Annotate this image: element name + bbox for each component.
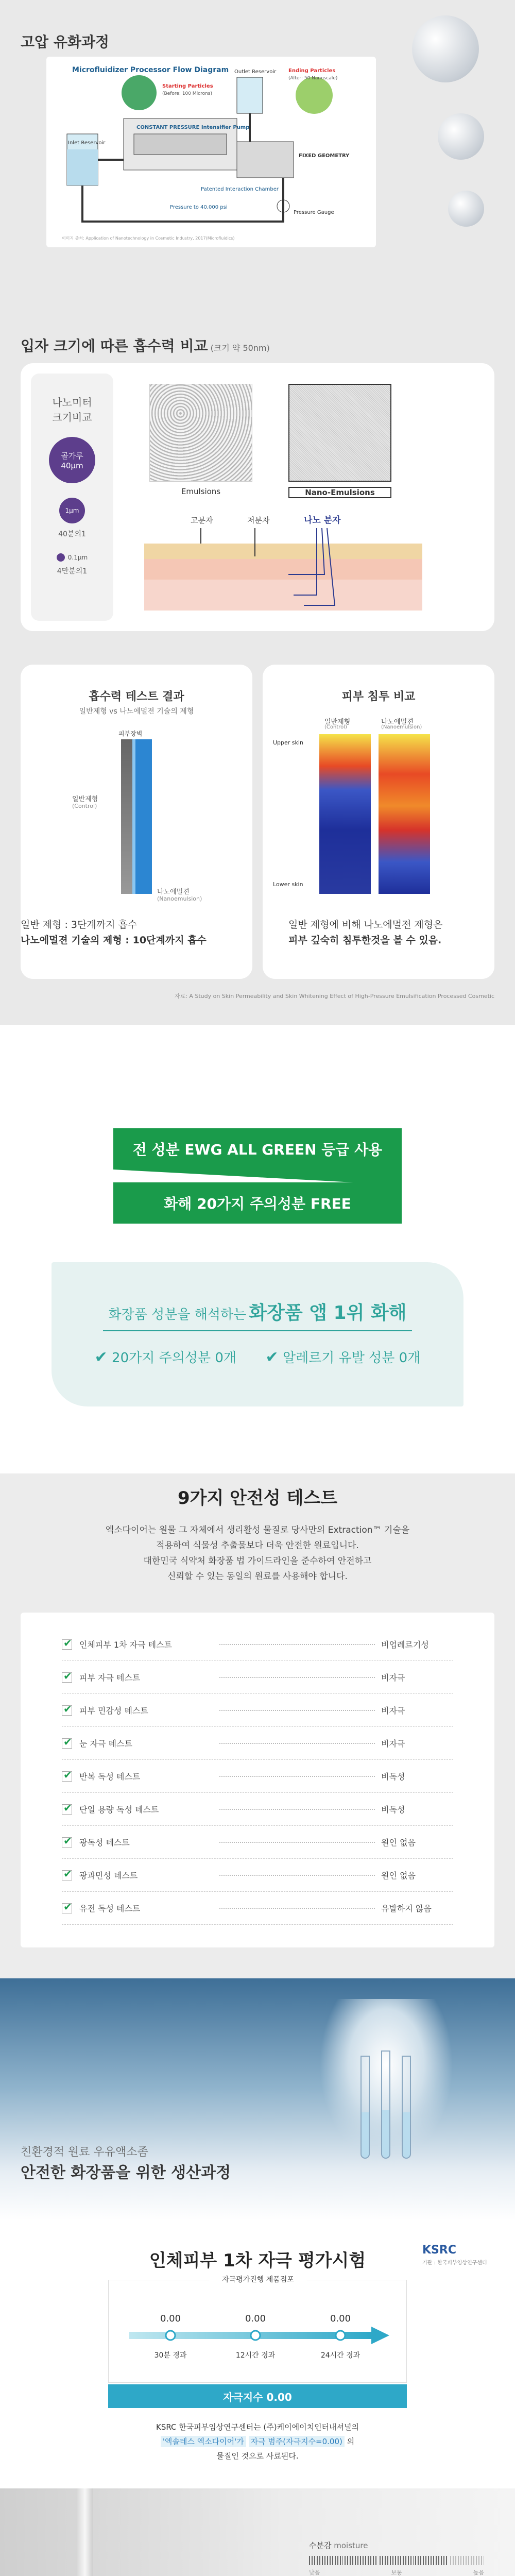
box-title: 자극평가진행 제품점포 [209, 2274, 307, 2284]
source-caption: 자료: A Study on Skin Permeability and Skin Whitening Effect of High-Pressure Emulsification Processed Cosmetic [174, 993, 494, 999]
check-icon: ✔ [94, 1348, 108, 1366]
control-label: 일반제형 [324, 718, 351, 726]
test-divider [219, 1875, 375, 1876]
checkbox-icon: ✔ [62, 1672, 72, 1683]
section-production [0, 1978, 515, 2221]
size-circle-large [49, 437, 95, 483]
test-list [62, 1628, 453, 1925]
ksrc-logo [422, 2244, 487, 2266]
svg-text:Outlet Reservoir: Outlet Reservoir [234, 69, 277, 75]
test-row [62, 1694, 453, 1727]
product-name: '엑솔테스 엑소다이어'가 [161, 2436, 246, 2447]
test-row [62, 1628, 453, 1661]
test-divider [219, 1743, 375, 1744]
timeline-label: 12시간 경과 [235, 2351, 276, 2360]
property-list [309, 2540, 484, 2576]
diagram-title: Microfluidizer Processor Flow Diagram [72, 66, 229, 74]
checkbox-icon: ✔ [62, 1771, 72, 1782]
test-result: 비독성 [381, 1805, 405, 1815]
test-tube-icon [402, 2056, 411, 2159]
timeline-label: 24시간 경과 [320, 2351, 360, 2360]
size-circle-small [31, 553, 113, 562]
timeline-point [166, 2331, 175, 2340]
droplet-decoration [438, 113, 484, 160]
interaction-chamber [237, 142, 294, 178]
nano-penetration-image [379, 734, 430, 894]
size-value: 4만분의1 [57, 567, 88, 575]
hwahae-heading [52, 1298, 464, 1325]
test-row [62, 1760, 453, 1793]
irritation-result-bar [108, 2384, 407, 2408]
section-title: 인체피부 1차 자극 평가시험 [149, 2250, 366, 2271]
test-name: 유전 독성 테스트 [79, 1904, 141, 1913]
desc-line: 엑소다이어는 원물 그 자체에서 생리활성 물질로 당사만의 Extraction™ 기술을 [105, 1525, 410, 1535]
test-name: 단일 용량 독성 테스트 [79, 1805, 159, 1815]
penetration-card [263, 665, 494, 979]
result-text: KSRC 한국피부임상연구센터는 (주)케이에이치인터내셔널의 [156, 2422, 359, 2432]
test-result: 비자극 [381, 1706, 405, 1716]
timeline-label: 30분 경과 [154, 2351, 187, 2360]
checkbox-icon: ✔ [62, 1903, 72, 1913]
starting-particles-icon [122, 75, 157, 110]
test-name: 피부 자극 테스트 [79, 1673, 141, 1683]
scale-label: 보통 [391, 2569, 402, 2576]
svg-text:Starting Particles: Starting Particles [162, 83, 213, 89]
irritation-box [108, 2276, 407, 2383]
test-row [62, 1892, 453, 1925]
timeline-value: 0.00 [245, 2313, 266, 2324]
safety-description [0, 1522, 515, 1584]
test-row [62, 1859, 453, 1892]
ksrc-logo-sub: 기관 : 한국피부임상연구센터 [422, 2260, 487, 2266]
scale-label: 높음 [473, 2569, 484, 2576]
droplet-decoration [448, 191, 484, 227]
upper-skin-label: Upper skin [273, 739, 303, 746]
svg-text:(Before: 100 Microns): (Before: 100 Microns) [162, 91, 212, 96]
checkbox-icon: ✔ [62, 1804, 72, 1815]
test-divider [219, 1644, 375, 1645]
nano-label: 나노에멀젼 [381, 718, 414, 726]
irritation-category: 자극 범주(자극지수=0.00) [249, 2436, 345, 2447]
ending-particles-icon [296, 77, 333, 114]
panel-label: 나노미터 [52, 396, 92, 409]
flow-diagram-card [46, 57, 376, 247]
timeline-point [251, 2331, 260, 2340]
section-title: 9가지 안전성 테스트 [177, 1488, 338, 1509]
property-name: 수분감 [309, 2541, 332, 2550]
outlet-reservoir [237, 77, 263, 113]
result-text-suffix: 의 [347, 2437, 355, 2446]
hwahae-checks [52, 1347, 464, 1366]
size-label: 골가루 [61, 451, 83, 461]
test-tube-icon [360, 2056, 370, 2159]
svg-text:CONSTANT PRESSURE Intensifier: CONSTANT PRESSURE Intensifier Pump [136, 125, 250, 130]
nano-sub: (Nanoemulsion) [157, 895, 202, 902]
meter-segment [415, 2556, 449, 2565]
scale-label: 낮음 [309, 2569, 320, 2576]
section-title [21, 335, 270, 355]
nano-bar [132, 739, 152, 894]
absorption-bars [121, 739, 152, 894]
desc-line: 대한민국 식약처 화장품 법 가이드라인을 준수하여 안전하고 [143, 1556, 372, 1566]
skin-label: 저분자 [247, 516, 270, 525]
penetration-result-1: 일반 제형에 비해 나노에멀젼 제형은 [288, 919, 443, 930]
particle-card [21, 363, 494, 631]
test-name: 광과민성 테스트 [79, 1871, 138, 1880]
section-irritation-test [0, 2221, 515, 2488]
timeline-point [336, 2331, 345, 2340]
section-title: 고압 유화과정 [21, 33, 110, 50]
size-label: 1µm [65, 507, 79, 514]
hwahae-underline [103, 1330, 412, 1331]
ewg-banner-text: 전 성분 EWG ALL GREEN 등급 사용 [132, 1141, 383, 1158]
svg-text:Inlet Reservoir: Inlet Reservoir [68, 140, 106, 146]
hwahae-prefix: 화장품 성분을 해석하는 [108, 1307, 247, 1323]
test-divider [219, 1842, 375, 1843]
free-banner [113, 1182, 402, 1224]
meter-segment [380, 2556, 414, 2565]
check-text: 알레르기 유발 성분 0개 [282, 1350, 421, 1366]
skin-label: 나노 분자 [304, 515, 341, 526]
nano-emulsion-label: Nano-Emulsions [288, 487, 391, 498]
lower-skin-label: Lower skin [273, 881, 303, 888]
checkbox-icon: ✔ [62, 1738, 72, 1749]
skin-label: 고분자 [191, 516, 213, 525]
card-subtitle: 일반제형 vs 나노에멀젼 기술의 제형 [79, 707, 194, 716]
desc-line: 적용하여 식물성 추출물보다 더욱 안전한 원료입니다. [156, 1540, 359, 1551]
svg-text:Ending Particles: Ending Particles [288, 68, 336, 74]
checkbox-icon: ✔ [62, 1837, 72, 1848]
section-particle-size [0, 304, 515, 654]
check-text: 20가지 주의성분 0개 [112, 1350, 237, 1366]
test-name: 눈 자극 테스트 [79, 1739, 132, 1749]
size-value: 40분의1 [58, 530, 86, 538]
svg-text:Patented Interaction Chamber: Patented Interaction Chamber [201, 187, 279, 192]
penetration-result-2: 피부 깊숙히 침투한것을 볼 수 있음. [288, 935, 442, 946]
nano-label: 나노에멀젼 [157, 888, 190, 896]
meter-segment [345, 2556, 379, 2565]
hwahae-card [52, 1262, 464, 1406]
size-label: 0.1µm [67, 554, 88, 561]
title-sub: (크기 약 50nm) [210, 343, 270, 353]
ksrc-logo-text: KSRC [422, 2244, 456, 2257]
test-divider [219, 1908, 375, 1909]
emulsion-image [149, 384, 252, 482]
meter-segment [309, 2556, 343, 2565]
desc-line: 신뢰할 수 있는 동일의 원료를 사용해야 합니다. [167, 1571, 348, 1582]
meter-segment [450, 2556, 484, 2565]
svg-text:FIXED GEOMETRY: FIXED GEOMETRY [299, 153, 350, 159]
result-text-highlight [0, 2436, 515, 2447]
skin-penetration-diagram [139, 507, 427, 621]
svg-text:(After: 50 Nanoscale): (After: 50 Nanoscale) [288, 76, 338, 81]
flow-diagram [46, 57, 376, 247]
hwahae-bold: 화장품 앱 1위 화해 [249, 1302, 407, 1324]
panel-label: 크기비교 [52, 411, 92, 423]
droplet-decoration [412, 15, 479, 82]
control-bar [121, 739, 132, 894]
test-result: 비업레르기성 [381, 1640, 429, 1650]
property-en: moisture [334, 2541, 368, 2550]
absorption-result-2: 나노에멀젼 기술의 제형 : 10단계까지 흡수 [21, 935, 207, 946]
timeline-value: 0.00 [160, 2313, 181, 2324]
check-icon: ✔ [265, 1348, 279, 1366]
svg-text:Pressure Gauge: Pressure Gauge [294, 210, 334, 215]
svg-text:Pressure to 40,000 psi: Pressure to 40,000 psi [170, 205, 228, 210]
test-divider [219, 1809, 375, 1810]
ewg-banner [113, 1128, 402, 1170]
production-subtitle: 친환경적 원료 우유액소좀 [21, 2146, 148, 2159]
test-name: 광독성 테스트 [79, 1838, 130, 1848]
barrier-label: 피부장벽 [118, 730, 143, 737]
section-absorption [0, 654, 515, 1025]
absorption-result-1: 일반 제형 : 3단계까지 흡수 [21, 919, 138, 930]
test-result: 원인 없음 [381, 1871, 416, 1880]
checkbox-icon: ✔ [62, 1639, 72, 1650]
test-tube-icon [381, 2050, 390, 2159]
section-ewg [0, 1025, 515, 1473]
nano-sub: (Nanoemulsion) [381, 724, 422, 730]
test-divider [219, 1776, 375, 1777]
test-row [62, 1826, 453, 1859]
section-properties [0, 2488, 515, 2576]
checkbox-icon: ✔ [62, 1870, 72, 1880]
test-row [62, 1727, 453, 1760]
emulsion-label: Emulsions [181, 487, 221, 496]
section-safety-tests [0, 1473, 515, 1978]
nano-emulsion-image [288, 384, 391, 482]
size-value: 40µm [61, 461, 83, 470]
control-label: 일반제형 [72, 795, 98, 803]
control-penetration-image [319, 734, 371, 894]
property-meter [309, 2556, 484, 2565]
checkbox-icon: ✔ [62, 1705, 72, 1716]
test-name: 인체피부 1차 자극 테스트 [79, 1640, 172, 1650]
free-banner-text: 화해 20가지 주의성분 FREE [164, 1195, 351, 1212]
test-row [62, 1661, 453, 1694]
test-result: 비자극 [381, 1739, 405, 1749]
section-high-pressure [0, 0, 515, 304]
title-text: 입자 크기에 따른 흡수력 비교 [21, 337, 208, 354]
property-item [309, 2540, 484, 2576]
diagram-caption: 이미지 출처: Application of Nanotechnology in Cosmetic Industry, 2017(Microfluidics) [62, 236, 235, 241]
test-divider [219, 1710, 375, 1711]
irritation-timeline [109, 2280, 407, 2383]
card-title: 흡수력 테스트 결과 [89, 690, 184, 703]
timeline-value: 0.00 [330, 2313, 351, 2324]
control-sub: (Control) [324, 724, 347, 730]
test-result: 비독성 [381, 1772, 405, 1782]
test-row [62, 1793, 453, 1826]
test-result: 원인 없음 [381, 1838, 416, 1848]
test-result: 유발하지 않음 [381, 1904, 432, 1913]
result-text: 물질인 것으로 사료된다. [216, 2451, 299, 2461]
size-compare-panel [31, 374, 113, 621]
control-sub: (Control) [72, 803, 97, 809]
test-divider [219, 1677, 375, 1678]
card-title: 피부 침투 비교 [341, 690, 416, 703]
size-circle-mid [59, 498, 85, 523]
absorption-test-card [21, 665, 252, 979]
production-title: 안전한 화장품을 위한 생산과정 [21, 2164, 231, 2182]
pipette-icon [77, 2488, 93, 2576]
test-name: 피부 민감성 테스트 [79, 1706, 148, 1716]
irritation-index: 자극지수 0.00 [223, 2391, 292, 2403]
tests-card [21, 1613, 494, 1947]
test-name: 반복 독성 테스트 [79, 1772, 141, 1782]
test-result: 비자극 [381, 1673, 405, 1683]
